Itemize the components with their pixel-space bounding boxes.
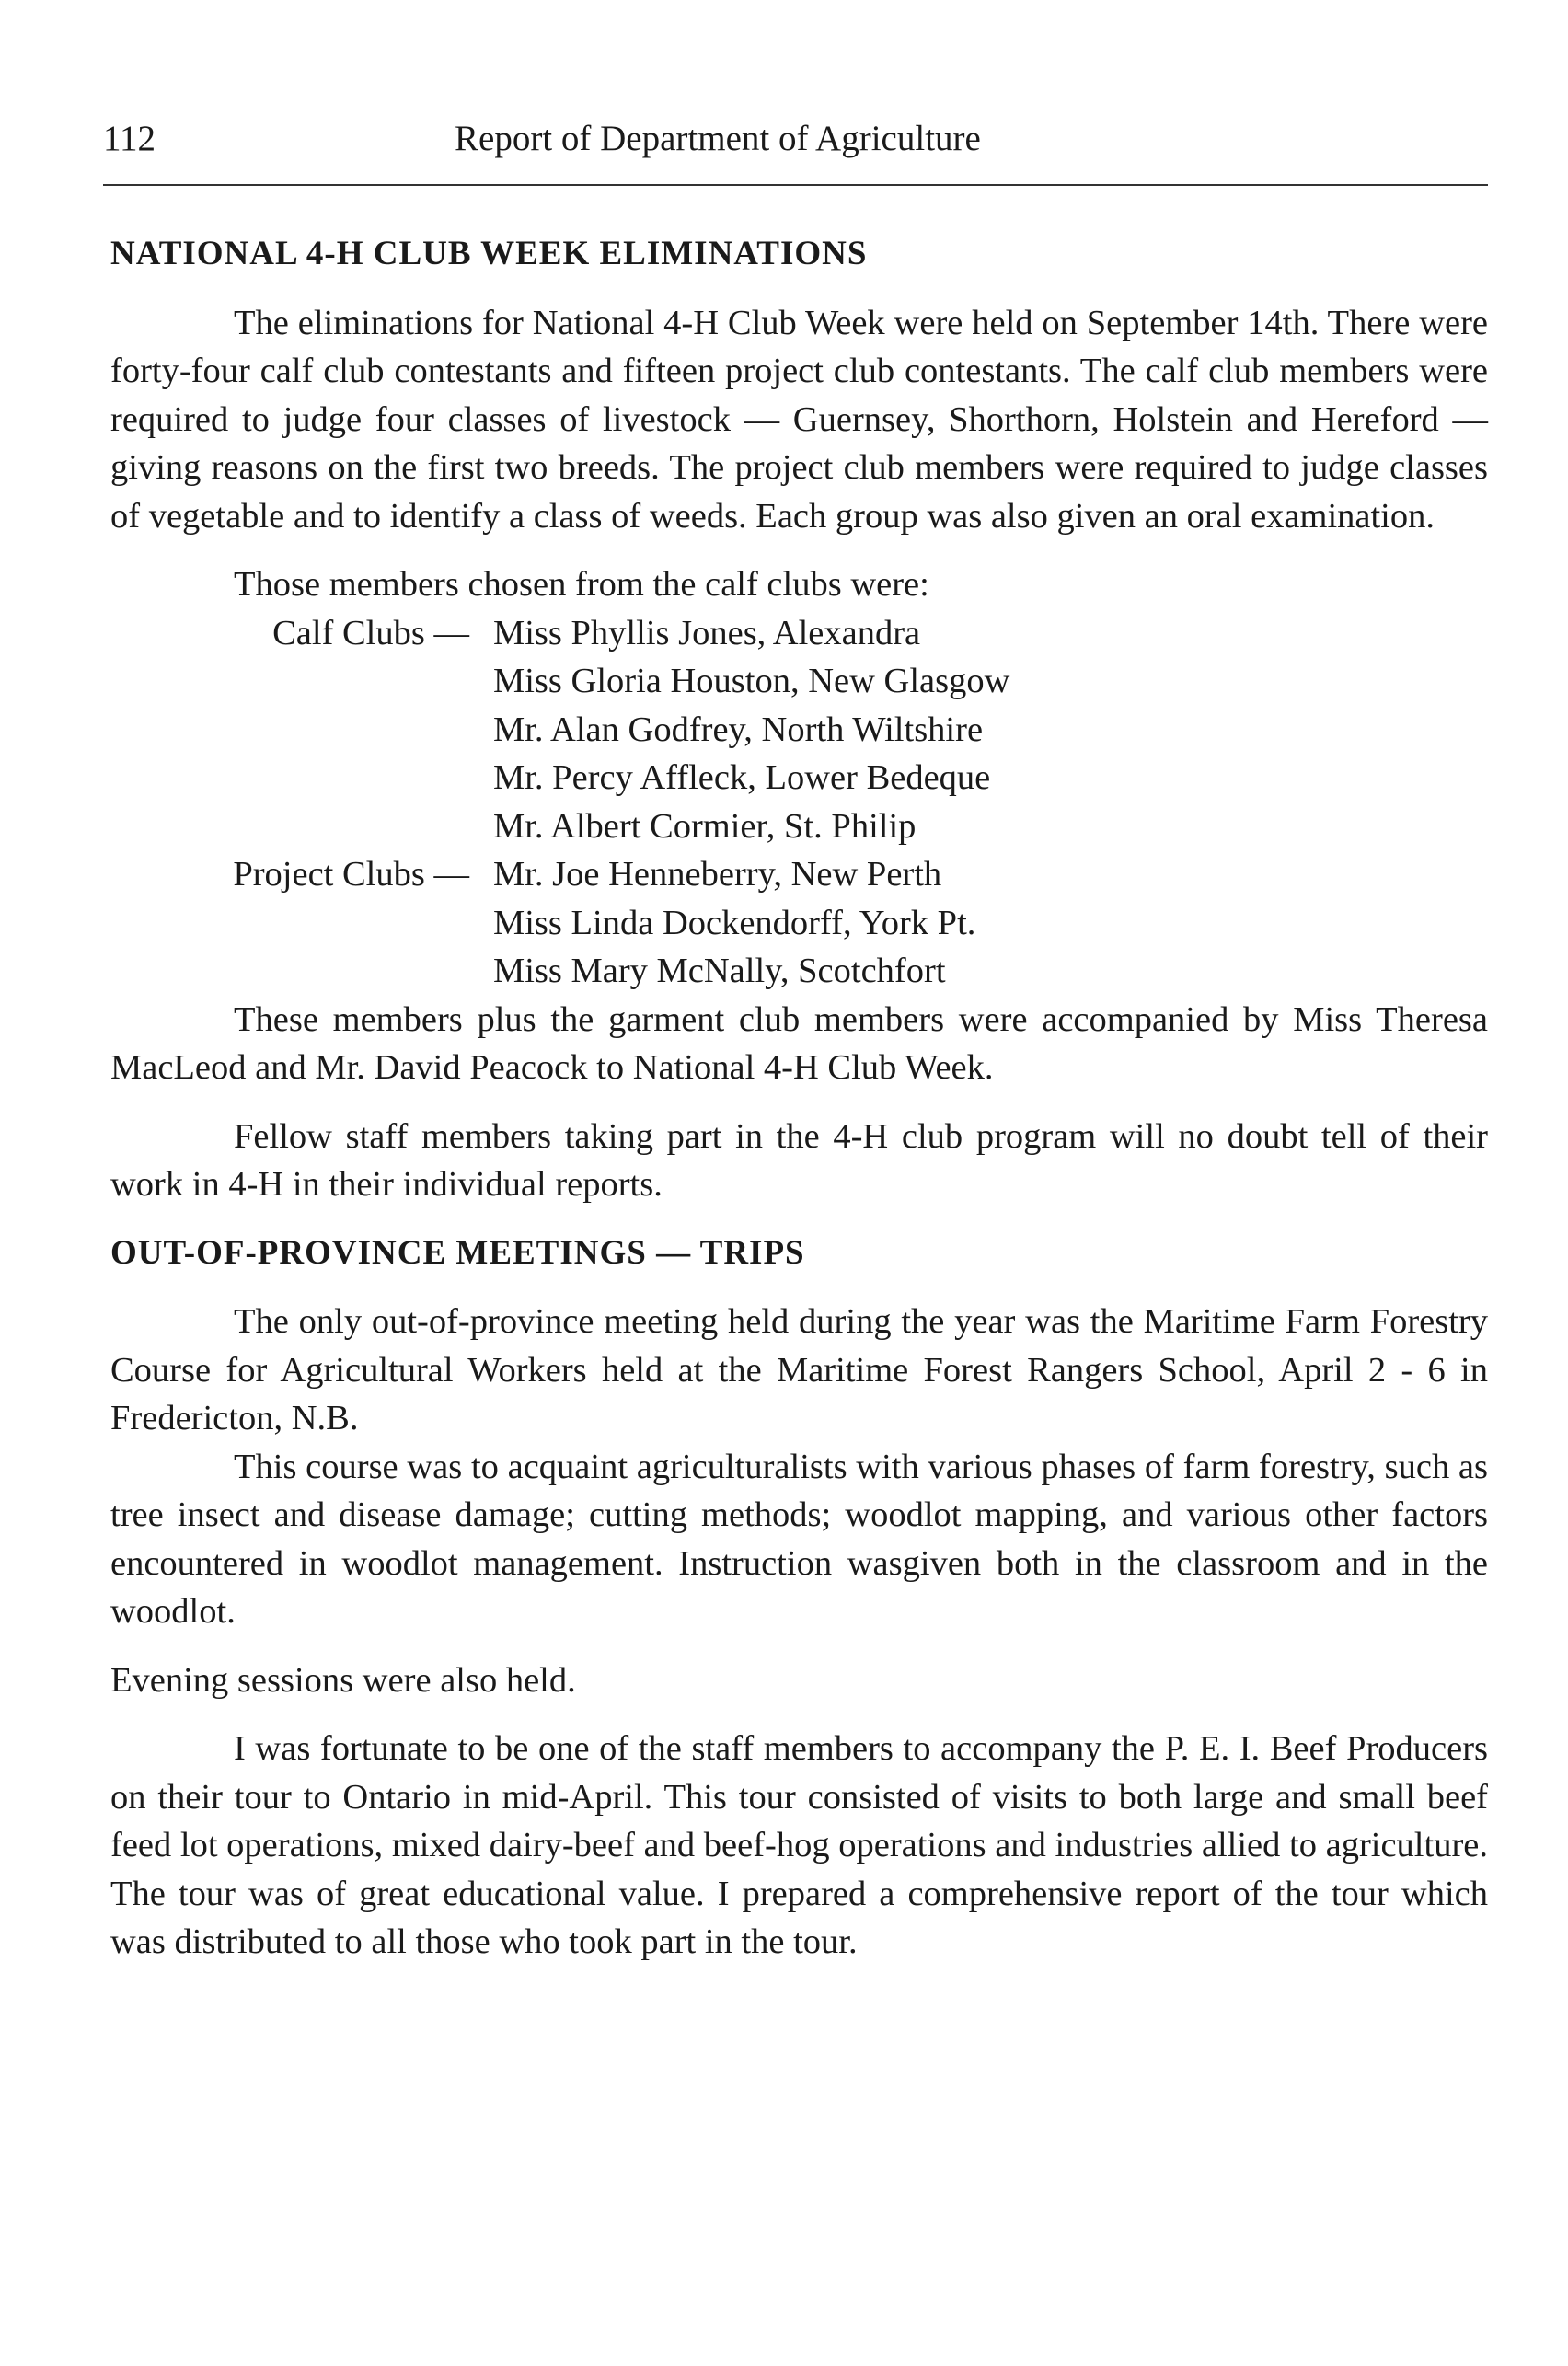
club-group-label: Calf Clubs — [272,613,469,652]
member-name: Mr. Alan Godfrey, North Wiltshire [493,710,984,749]
member-name: Mr. Joe Henneberry, New Perth [493,855,942,894]
paragraph-course-purpose: This course was to acquaint agriculturalists with various phases of farm forestry, such as tree insect and disease damage; cutting methods; woodlot mapping, and various other factors encountered in woodlot management. Instruction wasgiven both in the classroom and in the woodlot. [110,1447,1488,1631]
paragraph-fellow-staff: Fellow staff members taking part in the 4-H club program will no doubt tell of their work in 4-H in their individual reports. [110,1116,1488,1204]
spacer [110,1092,1488,1113]
list-item [110,657,1488,706]
list-item [110,706,1488,755]
paragraph-forestry-course: The only out-of-province meeting held during the year was the Maritime Farm Forestry Course for Agricultural Workers held at the Maritime Forest Rangers School, April 2 - 6 in Fredericton, N.B. [110,1302,1488,1437]
header-rule [103,184,1488,186]
list-item [110,609,1488,658]
section-heading-national-4h: NATIONAL 4-H CLUB WEEK ELIMINATIONS [110,235,868,272]
list-item [110,802,1488,851]
members-list [110,609,1488,996]
spacer [110,1636,1488,1656]
page-number: 112 [103,119,156,158]
member-name: Miss Mary McNally, Scotchfort [493,952,946,990]
club-group-label: Project Clubs — [233,855,469,894]
list-item [110,850,1488,899]
member-name: Miss Gloria Houston, New Glasgow [493,662,1010,700]
spacer [110,1209,1488,1229]
paragraph-accompanied: These members plus the garment club members were accompanied by Miss Theresa MacLeod and Mr. David Peacock to National 4-H Club Week. [110,999,1488,1087]
paragraph-beef-tour: I was fortunate to be one of the staff members to accompany the P. E. I. Beef Producers on their tour to Ontario in mid-April. This tour consisted of visits to both large and small beef feed lot operations, mixed dairy-beef and beef-hog operations and industries allied to agriculture. The tour was of great educational value. I prepared a comprehensive report of the tour which was distributed to all those who took part in the tour. [110,1729,1488,1961]
list-item [110,947,1488,996]
member-name: Miss Phyllis Jones, Alexandra [493,613,921,652]
body-text [110,230,1488,1967]
list-item [110,899,1488,948]
list-item [110,754,1488,802]
member-name: Miss Linda Dockendorff, York Pt. [493,903,976,942]
members-intro: Those members chosen from the calf clubs were: [234,565,929,604]
running-header [103,118,1488,173]
spacer [110,1704,1488,1725]
spacer [110,540,1488,560]
section-heading-out-of-province: OUT-OF-PROVINCE MEETINGS — TRIPS [110,1233,805,1272]
paragraph-eliminations: The eliminations for National 4-H Club Week were held on September 14th. There were forty-four calf club contestants and fifteen project club contestants. The calf club members were required to judge four classes of livestock — Guernsey, Shorthorn, Holstein and Hereford — giving reasons on the first two breeds. The project club members were required to judge classes of vegetable and to identify a class of weeds. Each group was also given an oral examination. [110,303,1488,536]
member-name: Mr. Albert Cormier, St. Philip [493,806,917,846]
paragraph-evening-sessions: Evening sessions were also held. [110,1660,576,1700]
running-title: Report of Department of Agriculture [455,119,981,158]
member-name: Mr. Percy Affleck, Lower Bedeque [493,758,991,797]
